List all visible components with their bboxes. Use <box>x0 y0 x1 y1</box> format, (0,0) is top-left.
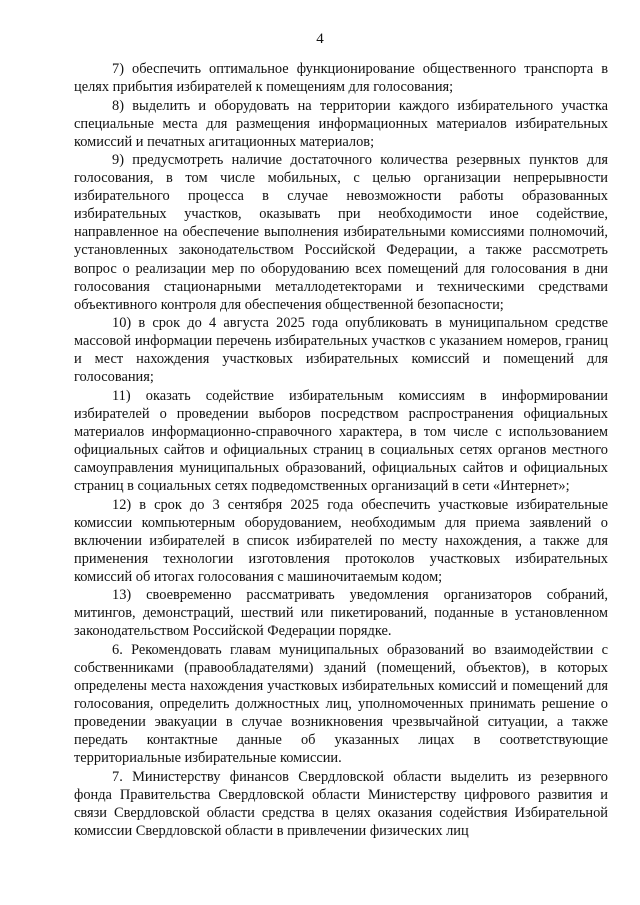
paragraph-item-11: 11) оказать содействие избирательным комиссиям в информировании избирателей о проведении выборов посредством распространения официальных материалов информационно-справочного характера, в том числе с использованием официальных сайтов и официальных страниц в социальных сетях органов местного самоуправления муниципальных образований, официальных сайтов и официальных страниц в социальных сетях подведомственных организаций в сети «Интернет»; <box>74 387 608 495</box>
paragraph-item-9: 9) предусмотреть наличие достаточного количества резервных пунктов для голосования, в том числе мобильных, с целью организации непрерывности избирательного процесса в случае невозможности работы образованных избирательных участков, оказывать при необходимости иное содействие, направленное на обеспечение выполнения избирательными комиссиями полномочий, установленных законодательством Российской Федерации, а также рассмотреть вопрос о реализации мер по оборудованию всех помещений для голосования в дни голосования стационарными металлодетекторами и техническими средствами объективного контроля для обеспечения общественной безопасности; <box>74 152 608 313</box>
paragraph-item-13: 13) своевременно рассматривать уведомления организаторов собраний, митингов, демонстраций, шествий или пикетирований, поданные в установленном законодательством Российской Федерации порядке. <box>74 587 608 640</box>
paragraph-section-6: 6. Рекомендовать главам муниципальных образований во взаимодействии с собственниками (правообладателями) зданий (помещений, объектов), в которых определены места нахождения участковых избирательных комиссий и помещений для голосования, определить должностных лиц, уполномоченных принимать решение о проведении эвакуации в случае возникновения чрезвычайной ситуации, а также передать контактные данные об указанных лицах в соответствующие территориальные избирательные комиссии. <box>74 642 608 767</box>
document-body <box>74 60 608 841</box>
paragraph-item-7: 7) обеспечить оптимальное функционирование общественного транспорта в целях прибытия избирателей к помещениям для голосования; <box>74 61 608 96</box>
page-number: 4 <box>316 31 324 47</box>
paragraph-item-10: 10) в срок до 4 августа 2025 года опубликовать в муниципальном средстве массовой информации перечень избирательных участков с указанием номеров, границ и мест нахождения участковых избирательных комиссий и помещений для голосования; <box>74 315 608 386</box>
paragraph-section-7: 7. Министерству финансов Свердловской области выделить из резервного фонда Правительства Свердловской области Министерству цифрового развития и связи Свердловской области средства в целях оказания содействия Избирательной комиссии Свердловской области в привлечении физических лиц <box>74 768 608 839</box>
paragraph-item-12: 12) в срок до 3 сентября 2025 года обеспечить участковые избирательные комиссии компьютерным оборудованием, необходимым для приема заявлений о включении избирателей в список избирателей по месту нахождения, а также для применения технологии изготовления протоколов участковых избирательных комиссий об итогах голосования с машиночитаемым кодом; <box>74 496 608 585</box>
paragraph-item-8: 8) выделить и оборудовать на территории каждого избирательного участка специальные места для размещения информационных материалов избирательных комиссий и печатных агитационных материалов; <box>74 97 608 150</box>
